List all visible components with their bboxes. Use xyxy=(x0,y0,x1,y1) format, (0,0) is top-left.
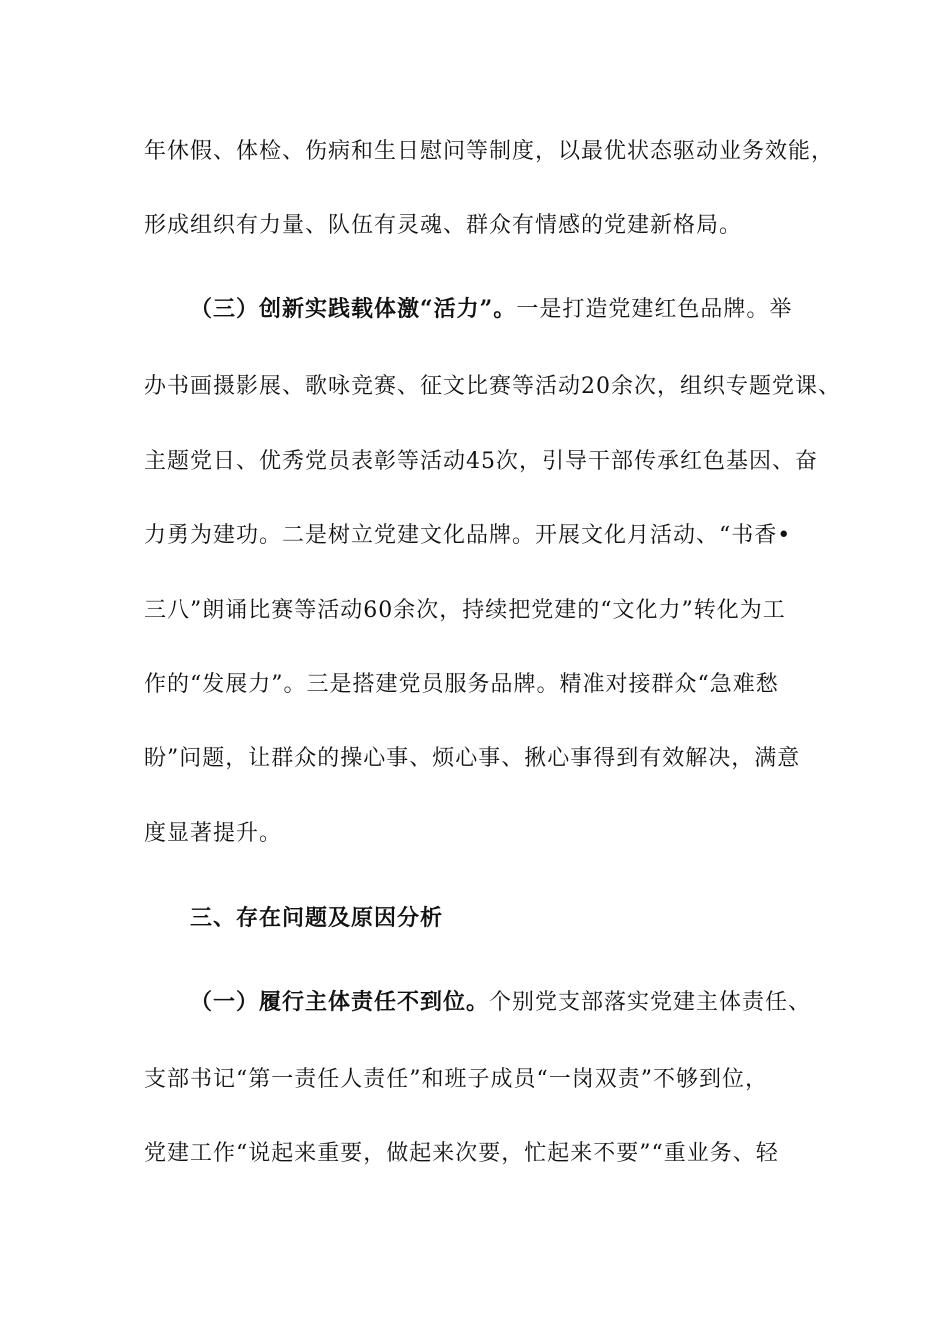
body-text-line: 支部书记“第一责任人责任”和班子成员“一岗双责”不够到位， xyxy=(144,1067,768,1092)
section-heading: 三、存在问题及原因分析 xyxy=(190,905,444,931)
paragraph-lead-line xyxy=(190,987,811,1018)
body-text-line: 度显著提升。 xyxy=(144,821,283,846)
body-text-line: 力勇为建功。二是树立党建文化品牌。开展文化月活动、“书香• xyxy=(144,523,792,548)
body-text: 一是打造党建红色品牌。举 xyxy=(516,297,793,322)
body-text-line: 年休假、体检、伤病和生日慰问等制度，以最优状态驱动业务效能， xyxy=(144,139,835,164)
body-text-line: 党建工作“说起来重要，做起来次要，忙起来不要”“重业务、轻 xyxy=(144,1141,779,1166)
paragraph-lead-line xyxy=(190,294,792,325)
body-text-line: 主题党日、优秀党员表彰等活动45次，引导干部传承红色基因、奋 xyxy=(144,449,818,474)
subsection-heading: （一）履行主体责任不到位。 xyxy=(190,989,490,1015)
body-text-line: 盼”问题，让群众的操心事、烦心事、揪心事得到有效解决，满意 xyxy=(144,746,801,771)
subsection-heading: （三）创新实践载体激“活力”。 xyxy=(190,296,517,322)
body-text-line: 办书画摄影展、歌咏竞赛、征文比赛等活动20余次，组织专题党课、 xyxy=(144,374,841,399)
body-text-line: 作的“发展力”。三是搭建党员服务品牌。精准对接群众“急难愁 xyxy=(144,672,779,697)
body-text-line: 形成组织有力量、队伍有灵魂、群众有情感的党建新格局。 xyxy=(144,213,743,238)
body-text: 个别党支部落实党建主体责任、 xyxy=(489,990,812,1015)
body-text-line: 三八”朗诵比赛等活动60余次，持续把党建的“文化力”转化为工 xyxy=(144,598,786,623)
